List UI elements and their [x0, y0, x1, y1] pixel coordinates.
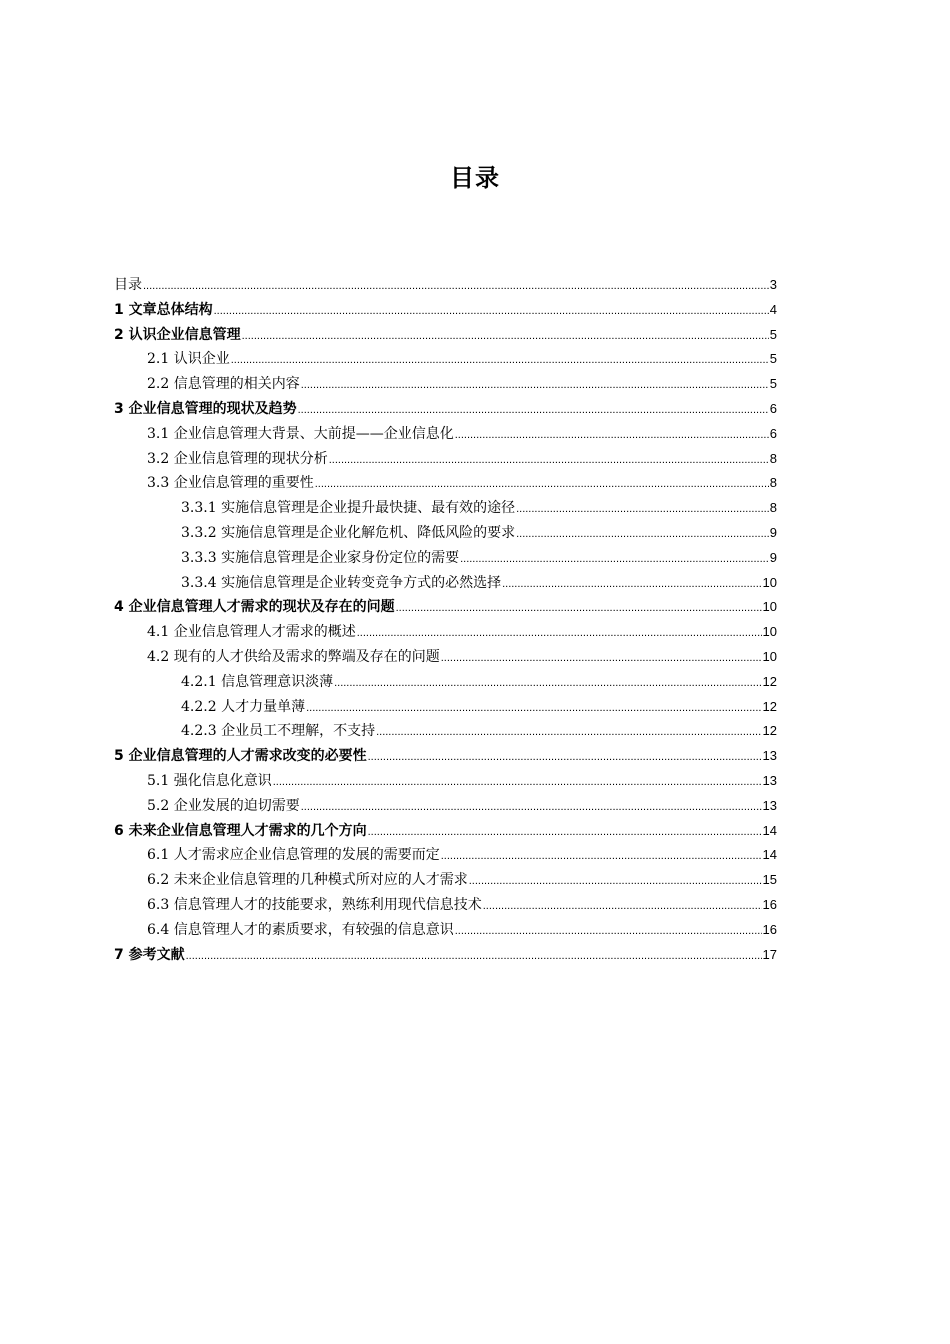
toc-page-number: 12 — [762, 723, 777, 739]
toc-dot-leader — [483, 894, 762, 919]
toc-dot-leader — [301, 795, 762, 820]
toc-page-number: 4 — [769, 301, 777, 317]
toc-page-number: 16 — [762, 921, 777, 937]
toc-entry[interactable] — [114, 323, 777, 348]
toc-entry-label: 4.2.2 人才力量单薄 — [181, 698, 306, 715]
toc-page-number: 12 — [762, 698, 777, 714]
toc-entry[interactable] — [114, 794, 777, 819]
toc-entry[interactable] — [114, 943, 777, 968]
toc-entry[interactable] — [114, 744, 777, 769]
toc-dot-leader — [214, 299, 769, 324]
toc-entry-label: 6 未来企业信息管理人才需求的几个方向 — [114, 822, 367, 839]
toc-entry-label: 7 参考文献 — [114, 946, 185, 963]
toc-entry[interactable] — [114, 546, 777, 571]
toc-entry-label: 6.3 信息管理人才的技能要求，熟练利用现代信息技术 — [147, 896, 482, 913]
toc-page-number: 10 — [762, 599, 777, 615]
toc-entry[interactable] — [114, 496, 777, 521]
toc-dot-leader — [186, 944, 762, 969]
toc-entry[interactable] — [114, 372, 777, 397]
toc-dot-leader — [143, 274, 769, 299]
toc-entry[interactable] — [114, 695, 777, 720]
toc-entry-label: 4.2.3 企业员工不理解，不支持 — [181, 723, 376, 740]
toc-dot-leader — [242, 324, 769, 349]
toc-dot-leader — [329, 448, 769, 473]
toc-dot-leader — [469, 869, 762, 894]
toc-dot-leader — [455, 919, 762, 944]
toc-entry[interactable] — [114, 521, 777, 546]
toc-dot-leader — [301, 373, 769, 398]
toc-entry-label: 6.2 未来企业信息管理的几种模式所对应的人才需求 — [147, 872, 468, 889]
toc-page-number: 14 — [762, 847, 777, 863]
toc-entry-label: 3.3.4 实施信息管理是企业转变竞争方式的必然选择 — [181, 574, 502, 591]
toc-entry-label: 3 企业信息管理的现状及趋势 — [114, 400, 297, 417]
toc-entry-label: 2 认识企业信息管理 — [114, 326, 241, 343]
toc-dot-leader — [368, 820, 762, 845]
toc-entry-label: 4.2.1 信息管理意识淡薄 — [181, 673, 334, 690]
toc-entry-label: 5 企业信息管理的人才需求改变的必要性 — [114, 748, 367, 765]
toc-dot-leader — [298, 398, 769, 423]
toc-dot-leader — [516, 497, 769, 522]
toc-page-number: 6 — [769, 400, 777, 416]
toc-entry[interactable] — [114, 620, 777, 645]
toc-page-number: 8 — [769, 475, 777, 491]
toc-entry[interactable] — [114, 843, 777, 868]
toc-page-number: 5 — [769, 376, 777, 392]
toc-entry-label: 6.1 人才需求应企业信息管理的发展的需要而定 — [147, 847, 440, 864]
toc-dot-leader — [502, 572, 761, 597]
toc-entry-label: 5.2 企业发展的迫切需要 — [147, 797, 300, 814]
toc-entry[interactable] — [114, 422, 777, 447]
toc-entry-label: 3.2 企业信息管理的现状分析 — [147, 450, 328, 467]
toc-page-number: 9 — [769, 549, 777, 565]
toc-dot-leader — [376, 720, 761, 745]
toc-page-number: 5 — [769, 351, 777, 367]
toc-entry[interactable] — [114, 298, 777, 323]
toc-entry-label: 2.2 信息管理的相关内容 — [147, 376, 300, 393]
toc-dot-leader — [334, 671, 761, 696]
toc-page-number: 6 — [769, 425, 777, 441]
toc-entry[interactable] — [114, 397, 777, 422]
toc-entry-label: 3.3.2 实施信息管理是企业化解危机、降低风险的要求 — [181, 524, 516, 541]
toc-entry-label: 4.2 现有的人才供给及需求的弊端及存在的问题 — [147, 648, 440, 665]
toc-page-number: 9 — [769, 524, 777, 540]
toc-dot-leader — [368, 745, 762, 770]
toc-dot-leader — [441, 844, 762, 869]
toc-entry[interactable] — [114, 347, 777, 372]
toc-entry[interactable] — [114, 893, 777, 918]
toc-page-number: 10 — [762, 648, 777, 664]
toc-entry[interactable] — [114, 868, 777, 893]
toc-dot-leader — [455, 423, 769, 448]
toc-entry-label: 3.3.3 实施信息管理是企业家身份定位的需要 — [181, 549, 460, 566]
toc-dot-leader — [396, 596, 762, 621]
toc-page-number: 13 — [762, 797, 777, 813]
toc-entry-label: 4.1 企业信息管理人才需求的概述 — [147, 624, 356, 641]
toc-entry[interactable] — [114, 769, 777, 794]
toc-entry[interactable] — [114, 719, 777, 744]
toc-page-number: 15 — [762, 872, 777, 888]
toc-entry[interactable] — [114, 595, 777, 620]
toc-dot-leader — [231, 348, 769, 373]
toc-dot-leader — [315, 472, 769, 497]
toc-entry[interactable] — [114, 571, 777, 596]
toc-entry-label: 6.4 信息管理人才的素质要求，有较强的信息意识 — [147, 921, 454, 938]
toc-entry[interactable] — [114, 471, 777, 496]
page-title: 目录 — [450, 164, 500, 192]
toc-entry[interactable] — [114, 819, 777, 844]
toc-dot-leader — [357, 621, 762, 646]
toc-dot-leader — [273, 770, 762, 795]
toc-entry-label: 2.1 认识企业 — [147, 351, 230, 368]
toc-entry-label: 4 企业信息管理人才需求的现状及存在的问题 — [114, 599, 395, 616]
toc-dot-leader — [441, 646, 762, 671]
toc-page-number: 10 — [762, 624, 777, 640]
toc-page-number: 16 — [762, 896, 777, 912]
toc-page-number: 5 — [769, 326, 777, 342]
toc-entry[interactable] — [114, 645, 777, 670]
toc-page-number: 13 — [762, 748, 777, 764]
toc-entry-label: 5.1 强化信息化意识 — [147, 772, 272, 789]
toc-entry-label: 目录 — [114, 277, 142, 293]
toc-page-number: 3 — [769, 277, 777, 292]
toc-page-number: 12 — [762, 673, 777, 689]
toc-entry-label: 1 文章总体结构 — [114, 301, 213, 318]
toc-page-number: 10 — [762, 574, 777, 590]
toc-page-number: 13 — [762, 772, 777, 788]
toc-entry[interactable] — [114, 670, 777, 695]
toc-dot-leader — [516, 522, 769, 547]
toc-dot-leader — [306, 696, 761, 721]
toc-entry[interactable] — [114, 273, 777, 298]
toc-page-number: 8 — [769, 500, 777, 516]
toc-page-number: 14 — [762, 822, 777, 838]
toc-page-number: 8 — [769, 450, 777, 466]
toc-dot-leader — [460, 547, 769, 572]
toc-entry[interactable] — [114, 918, 777, 943]
table-of-contents — [114, 273, 777, 967]
toc-page-number: 17 — [762, 946, 777, 962]
toc-entry-label: 3.3.1 实施信息管理是企业提升最快捷、最有效的途径 — [181, 500, 516, 517]
toc-entry-label: 3.1 企业信息管理大背景、大前提——企业信息化 — [147, 425, 454, 442]
toc-entry-label: 3.3 企业信息管理的重要性 — [147, 475, 314, 492]
toc-entry[interactable] — [114, 447, 777, 472]
